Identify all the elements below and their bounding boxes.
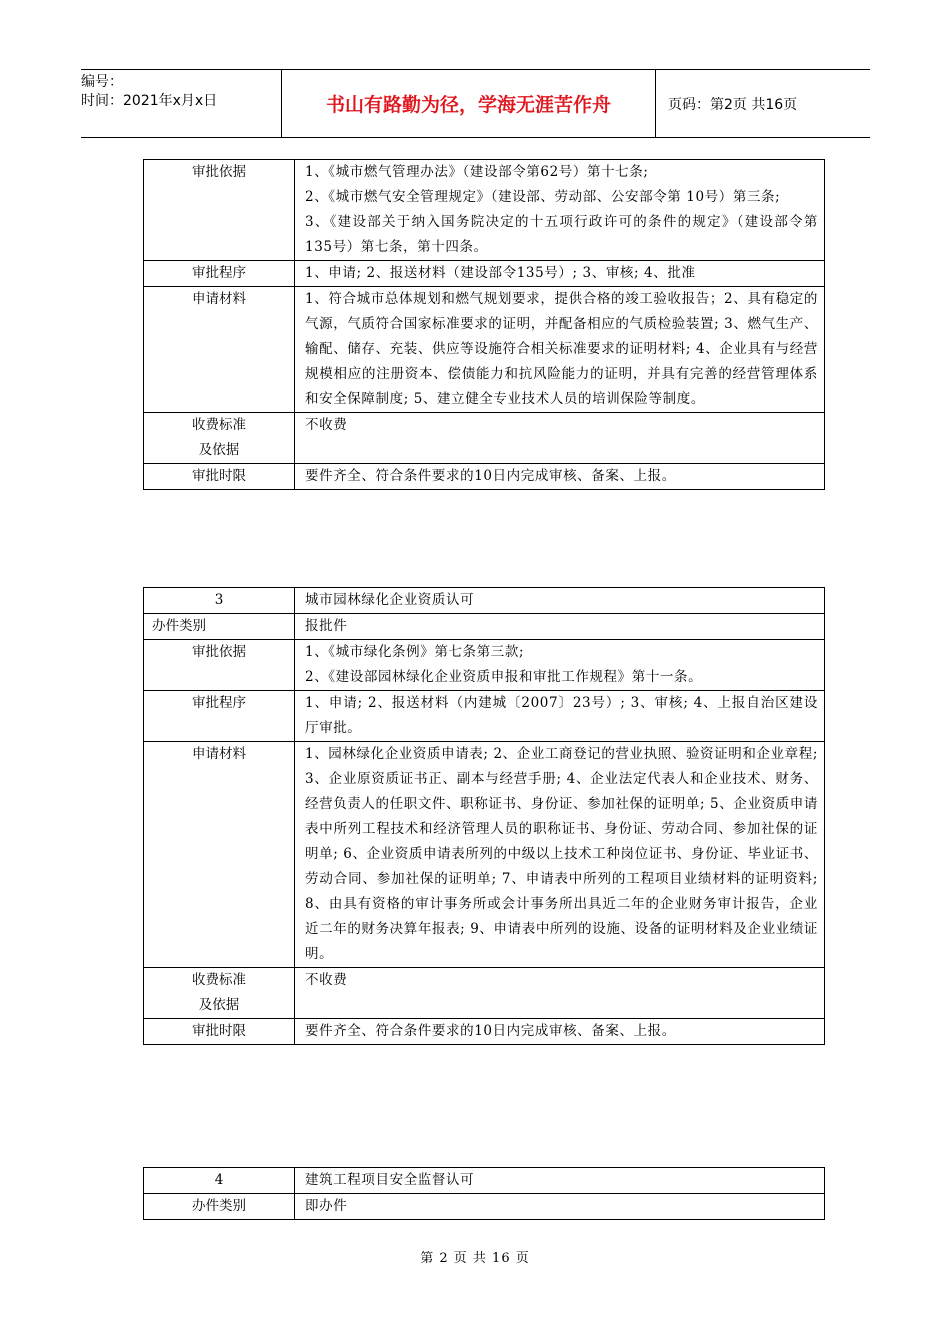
header-page-info: 页码：第2页 共16页 [668, 96, 798, 113]
fee-label-line: 收费标准 [192, 417, 246, 433]
basis-line: 1、《城市绿化条例》第七条第三款; [305, 644, 525, 660]
time-limit-label: 审批时限 [144, 1019, 295, 1045]
header-motto: 书山有路勤为径，学海无涯苦作舟 [282, 70, 656, 137]
document-number: 编号： [81, 74, 123, 90]
table-row [144, 742, 825, 968]
table-row [144, 614, 825, 640]
table-row [144, 1168, 825, 1194]
basis-label: 审批依据 [144, 640, 295, 691]
item-number: 4 [144, 1168, 295, 1194]
table-row [144, 287, 825, 413]
materials-value: 1、符合城市总体规划和燃气规划要求，提供合格的竣工验收报告；2、具有稳定的气源，气质符合国家标准要求的证明，并配备相应的气质检验装置; 3、燃气生产、输配、储存、充装、供应等设施符合相关标准要求的证明材料; 4、企业具有与经营规模相应的注册资本、偿债能力和抗风险能力的证明，并具有完善的经营管理体系和安全保障制度; 5、建立健全专业技术人员的培训保险等制度。 [295, 287, 825, 413]
table-row [144, 261, 825, 287]
fee-label [144, 413, 295, 464]
page-footer: 第 2 页 共 16 页 [420, 1251, 530, 1266]
table-row [144, 691, 825, 742]
procedure-value: 1、申请; 2、报送材料（建设部令135号）; 3、审核; 4、批准 [295, 261, 825, 287]
section2-table [143, 159, 825, 490]
item-title: 建筑工程项目安全监督认可 [295, 1168, 825, 1194]
table-row [144, 968, 825, 1019]
table-row [144, 464, 825, 490]
materials-value: 1、园林绿化企业资质申请表; 2、企业工商登记的营业执照、验资证明和企业章程; 3、企业原资质证书正、副本与经营手册; 4、企业法定代表人和企业技术、财务、经营负责人的任职文件、职称证书、身份证、参加社保的证明单; 5、企业资质申请表中所列工程技术和经济管理人员的职称证书、身份证、劳动合同、参加社保的证明单; 6、企业资质申请表所列的中级以上技术工种岗位证书、身份证、毕业证书、劳动合同、参加社保的证明单; 7、申请表中所列的工程项目业绩材料的证明资料; 8、由具有资格的审计事务所或会计事务所出具近二年的企业财务审计报告，企业近二年的财务决算年报表; 9、申请表中所列的设施、设备的证明材料及企业业绩证明。 [295, 742, 825, 968]
fee-label-line: 及依据 [198, 442, 240, 458]
procedure-value: 1、申请; 2、报送材料（内建城〔2007〕23号）; 3、审核; 4、上报自治区建设厅审批。 [295, 691, 825, 742]
basis-line: 2、《城市燃气安全管理规定》（建设部、劳动部、公安部令第 10号）第三条; [305, 189, 781, 205]
fee-label [144, 968, 295, 1019]
basis-line: 1、《城市燃气管理办法》（建设部令第62号）第十七条; [305, 164, 649, 180]
page-header [81, 69, 870, 138]
header-meta [81, 70, 282, 137]
table-row [144, 1194, 825, 1220]
table-row [144, 160, 825, 261]
fee-value: 不收费 [295, 413, 825, 464]
time-limit-label: 审批时限 [144, 464, 295, 490]
basis-label: 审批依据 [144, 160, 295, 261]
table-row [144, 413, 825, 464]
table-row [144, 640, 825, 691]
basis-value [295, 640, 825, 691]
category-label: 办件类别 [144, 1194, 295, 1220]
category-value: 即办件 [295, 1194, 825, 1220]
section4-table [143, 1167, 825, 1220]
procedure-label: 审批程序 [144, 691, 295, 742]
item-number: 3 [144, 588, 295, 614]
category-value: 报批件 [295, 614, 825, 640]
fee-value: 不收费 [295, 968, 825, 1019]
materials-label: 申请材料 [144, 287, 295, 413]
procedure-label: 审批程序 [144, 261, 295, 287]
document-date: 时间：2021年x月x日 [81, 93, 218, 109]
table-row [144, 588, 825, 614]
time-limit-value: 要件齐全、符合条件要求的10日内完成审核、备案、上报。 [295, 1019, 825, 1045]
basis-line: 3、《建设部关于纳入国务院决定的十五项行政许可的条件的规定》（建设部令第135号）第七条，第十四条。 [305, 214, 818, 255]
fee-label-line: 及依据 [198, 997, 240, 1013]
time-limit-value: 要件齐全、符合条件要求的10日内完成审核、备案、上报。 [295, 464, 825, 490]
basis-value [295, 160, 825, 261]
item-title: 城市园林绿化企业资质认可 [295, 588, 825, 614]
basis-line: 2、《建设部园林绿化企业资质申报和审批工作规程》第十一条。 [305, 669, 703, 685]
section3-table [143, 587, 825, 1045]
fee-label-line: 收费标准 [192, 972, 246, 988]
table-row [144, 1019, 825, 1045]
category-label: 办件类别 [144, 614, 295, 640]
materials-label: 申请材料 [144, 742, 295, 968]
